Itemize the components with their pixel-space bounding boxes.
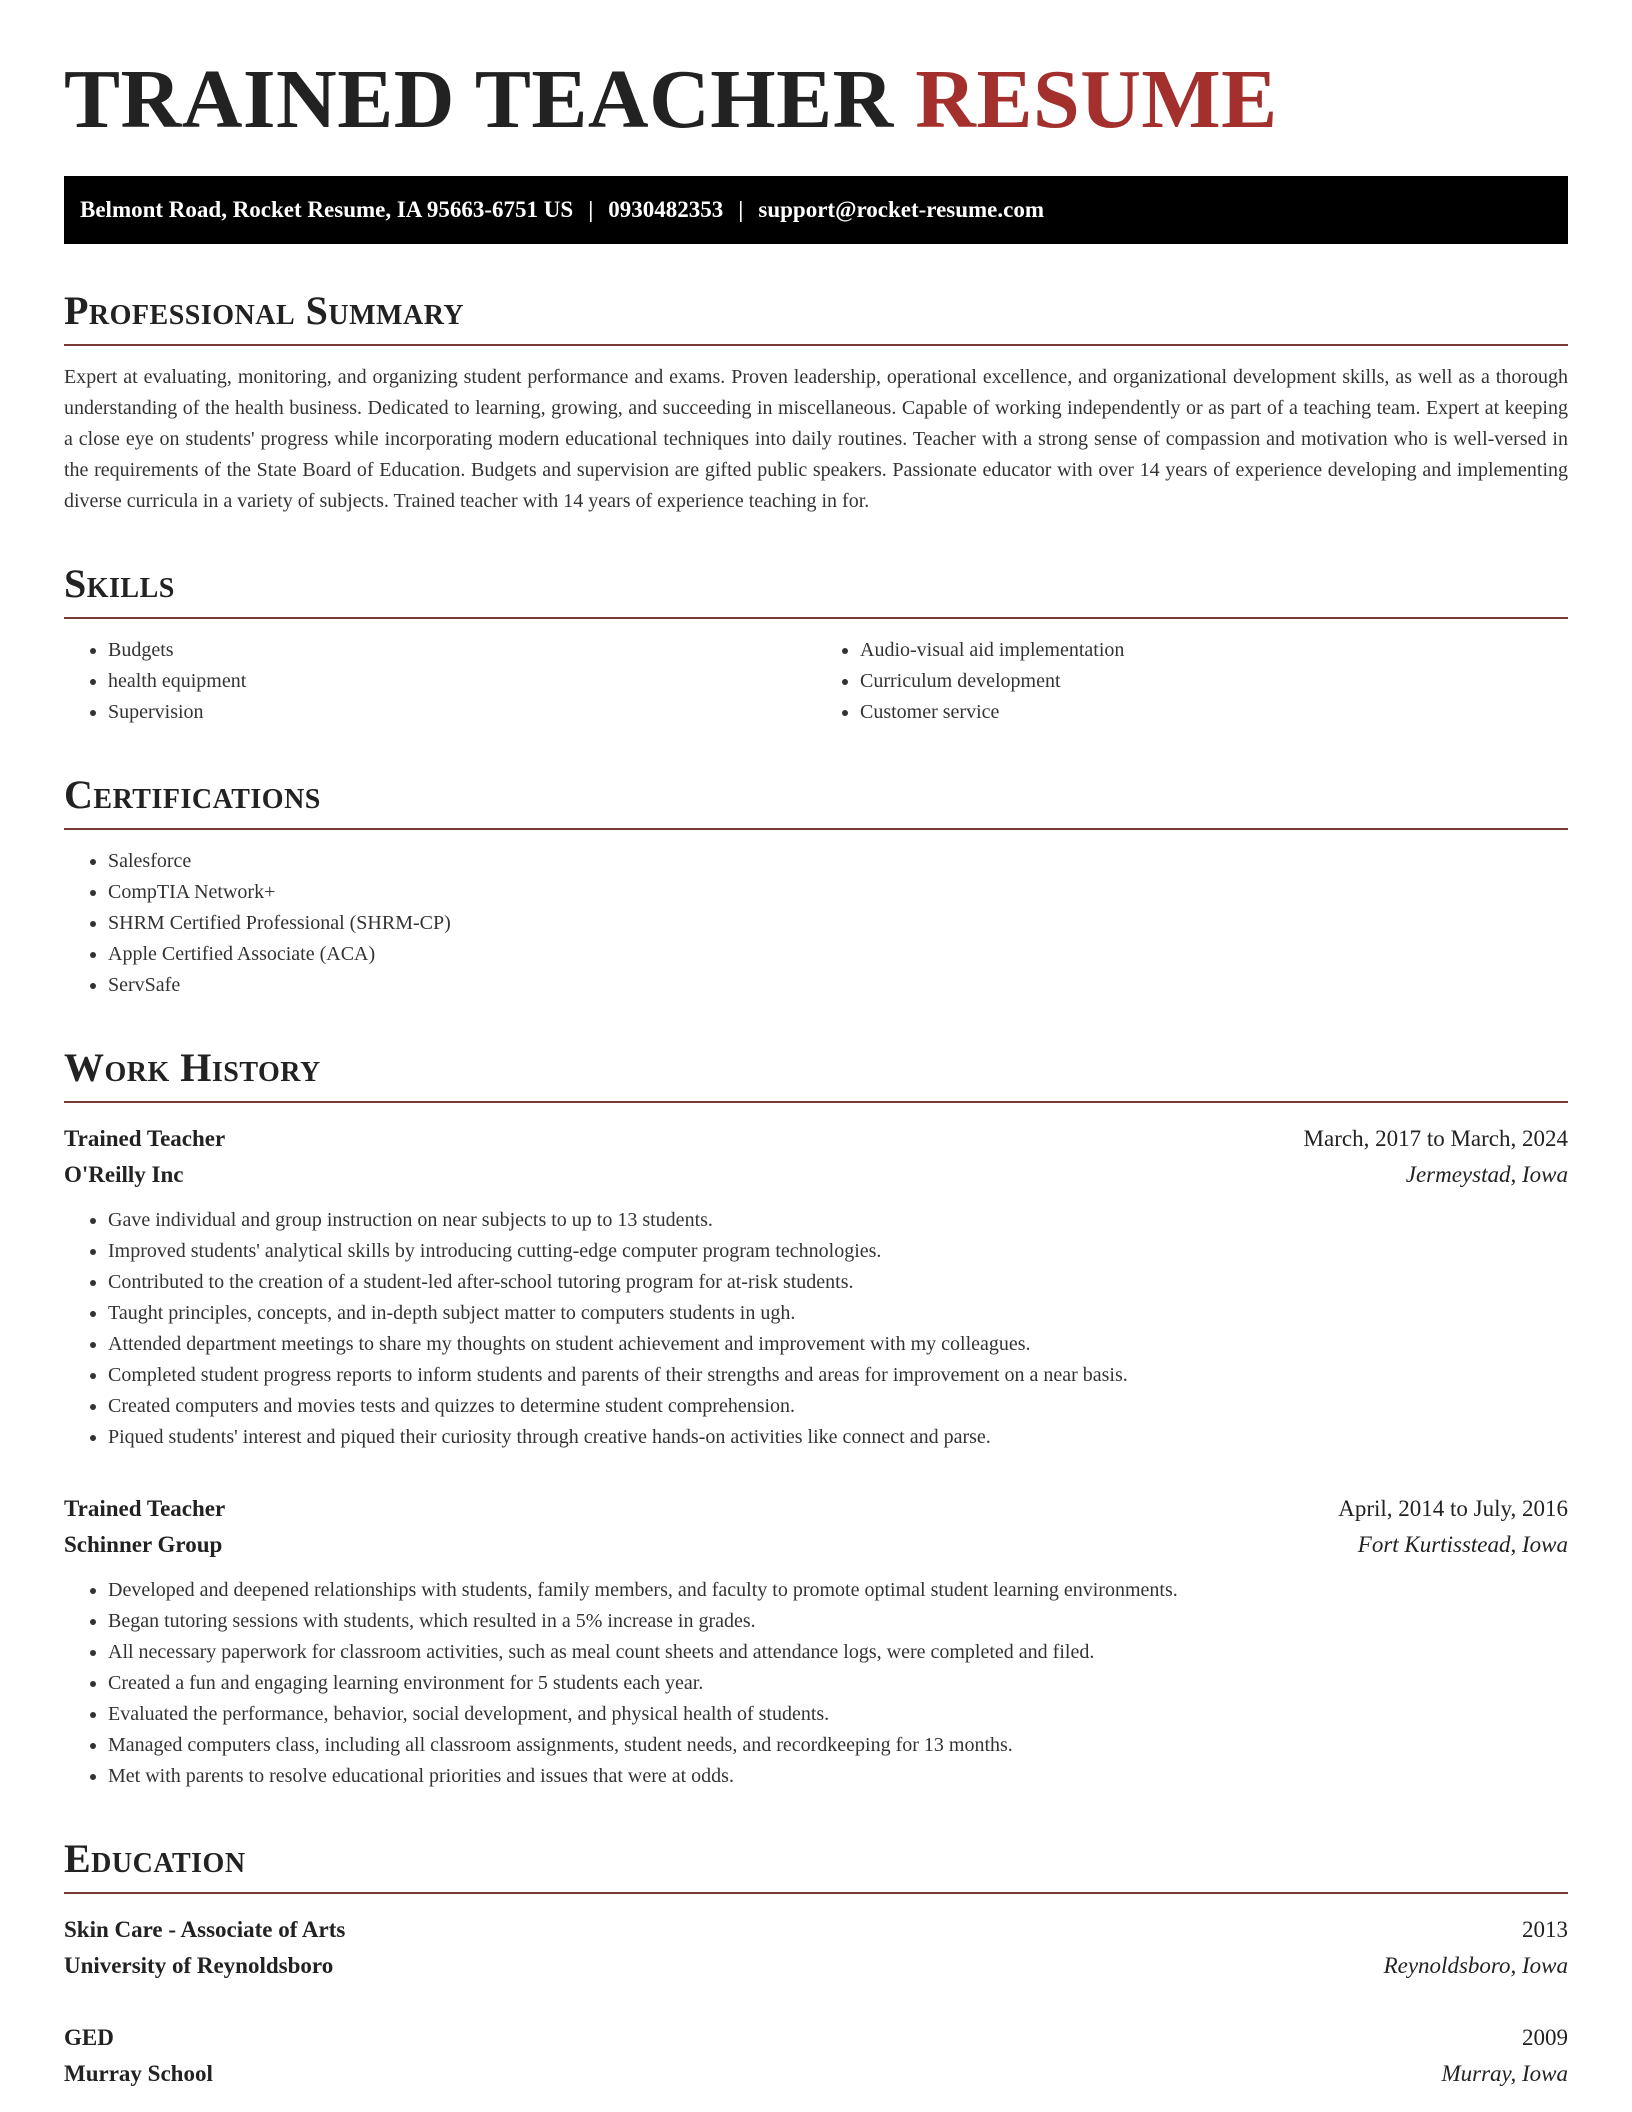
job-bullet: • Evaluated the performance, behavior, social development, and physical health of students. — [108, 1699, 1568, 1730]
education-entry — [64, 2020, 1568, 2092]
certification-item: • CompTIA Network+ — [108, 877, 1568, 908]
education-school: University of Reynoldsboro — [64, 1953, 334, 1978]
title-main: TRAINED TEACHER — [64, 53, 894, 146]
education-degree-row — [64, 1912, 1568, 1948]
professional-summary-section — [64, 288, 1568, 517]
job-bullet: • Contributed to the creation of a student-led after-school tutoring program for at-risk students. — [108, 1267, 1568, 1298]
certification-item: • Salesforce — [108, 846, 1568, 877]
contact-bar — [64, 176, 1568, 244]
job-bullet: • Created computers and movies tests and quizzes to determine student comprehension. — [108, 1391, 1568, 1422]
job-bullet: • Taught principles, concepts, and in-depth subject matter to computers students in ugh. — [108, 1298, 1568, 1329]
job-bullet: • Met with parents to resolve educational priorities and issues that were at odds. — [108, 1761, 1568, 1792]
skill-item: • Budgets — [108, 635, 816, 666]
skills-list-left — [64, 635, 816, 728]
job-bullet: • Completed student progress reports to inform students and parents of their strengths and areas for improvement on a near basis. — [108, 1360, 1568, 1391]
section-heading-summary: Professional Summary — [64, 288, 1568, 346]
section-heading-work-history: Work History — [64, 1045, 1568, 1103]
section-heading-certifications: Certifications — [64, 772, 1568, 830]
job-bullet: • Began tutoring sessions with students, which resulted in a 5% increase in grades. — [108, 1606, 1568, 1637]
job-bullet: • Managed computers class, including all classroom assignments, student needs, and recordkeeping for 13 months. — [108, 1730, 1568, 1761]
education-school-row — [64, 2056, 1568, 2092]
education-year: 2013 — [1522, 1917, 1568, 1942]
skill-item: • Audio-visual aid implementation — [860, 635, 1568, 666]
job-company-row — [64, 1527, 1568, 1563]
contact-email: support@rocket-resume.com — [758, 197, 1045, 222]
job-bullet: • Piqued students' interest and piqued their curiosity through creative hands-on activities like connect and parse. — [108, 1422, 1568, 1453]
job-title: Trained Teacher — [64, 1126, 226, 1151]
skill-item: • Customer service — [860, 697, 1568, 728]
education-year: 2009 — [1522, 2025, 1568, 2050]
job-company: Schinner Group — [64, 1532, 223, 1557]
job-bullet: • Improved students' analytical skills by introducing cutting-edge computer program technologies. — [108, 1236, 1568, 1267]
title-accent: RESUME — [915, 53, 1278, 146]
certification-item: • Apple Certified Associate (ACA) — [108, 939, 1568, 970]
certification-item: • ServSafe — [108, 970, 1568, 1001]
job-bullet: • Created a fun and engaging learning environment for 5 students each year. — [108, 1668, 1568, 1699]
certifications-list — [64, 846, 1568, 1001]
contact-separator: | — [588, 197, 594, 222]
education-location: Murray, Iowa — [1441, 2061, 1568, 2086]
skill-item: • Supervision — [108, 697, 816, 728]
contact-separator: | — [738, 197, 744, 222]
page-title — [64, 53, 1568, 146]
education-location: Reynoldsboro, Iowa — [1383, 1953, 1568, 1978]
skills-section — [64, 561, 1568, 728]
job-location: Fort Kurtisstead, Iowa — [1357, 1532, 1568, 1557]
skills-grid — [64, 635, 1568, 728]
job-dates: March, 2017 to March, 2024 — [1303, 1126, 1568, 1151]
contact-address: Belmont Road, Rocket Resume, IA 95663-6751 US — [80, 197, 574, 222]
job-bullet: • Gave individual and group instruction on near subjects to up to 13 students. — [108, 1205, 1568, 1236]
education-entry — [64, 1912, 1568, 1984]
job-title: Trained Teacher — [64, 1496, 226, 1521]
job-entry — [64, 1491, 1568, 1792]
section-heading-education: Education — [64, 1836, 1568, 1894]
job-bullet: • Attended department meetings to share my thoughts on student achievement and improvement with my colleagues. — [108, 1329, 1568, 1360]
summary-text: Expert at evaluating, monitoring, and organizing student performance and exams. Proven leadership, operational excellence, and organizational development skills, as well as a thorough understanding of the health business. Dedicated to learning, growing, and succeeding in miscellaneous. Capable of working independently or as part of a teaching team. Expert at keeping a close eye on students' progress while incorporating modern educational techniques into daily routines. Teacher with a strong sense of compassion and motivation who is well-versed in the requirements of the State Board of Education. Budgets and supervision are gifted public speakers. Passionate educator with over 14 years of experience developing and implementing diverse curricula in a variety of subjects. Trained teacher with 14 years of experience teaching in for. — [64, 366, 1568, 512]
job-header-row — [64, 1121, 1568, 1157]
job-header-row — [64, 1491, 1568, 1527]
job-bullet: • Developed and deepened relationships with students, family members, and faculty to promote optimal student learning environments. — [108, 1575, 1568, 1606]
job-company-row — [64, 1157, 1568, 1193]
job-dates: April, 2014 to July, 2016 — [1338, 1496, 1568, 1521]
education-school: Murray School — [64, 2061, 213, 2086]
job-location: Jermeystad, Iowa — [1405, 1162, 1568, 1187]
job-bullets — [64, 1205, 1568, 1453]
job-bullet: • All necessary paperwork for classroom activities, such as meal count sheets and attendance logs, were completed and filed. — [108, 1637, 1568, 1668]
skills-list-right — [816, 635, 1568, 728]
education-degree-row — [64, 2020, 1568, 2056]
education-school-row — [64, 1948, 1568, 1984]
skill-item: • health equipment — [108, 666, 816, 697]
section-heading-skills: Skills — [64, 561, 1568, 619]
work-history-section — [64, 1045, 1568, 1792]
contact-phone: 0930482353 — [608, 197, 724, 222]
education-section — [64, 1836, 1568, 2092]
job-bullets — [64, 1575, 1568, 1792]
certifications-section — [64, 772, 1568, 1001]
education-degree: GED — [64, 2025, 114, 2050]
job-entry — [64, 1121, 1568, 1453]
skill-item: • Curriculum development — [860, 666, 1568, 697]
job-company: O'Reilly Inc — [64, 1162, 184, 1187]
certification-item: • SHRM Certified Professional (SHRM-CP) — [108, 908, 1568, 939]
education-degree: Skin Care - Associate of Arts — [64, 1917, 346, 1942]
